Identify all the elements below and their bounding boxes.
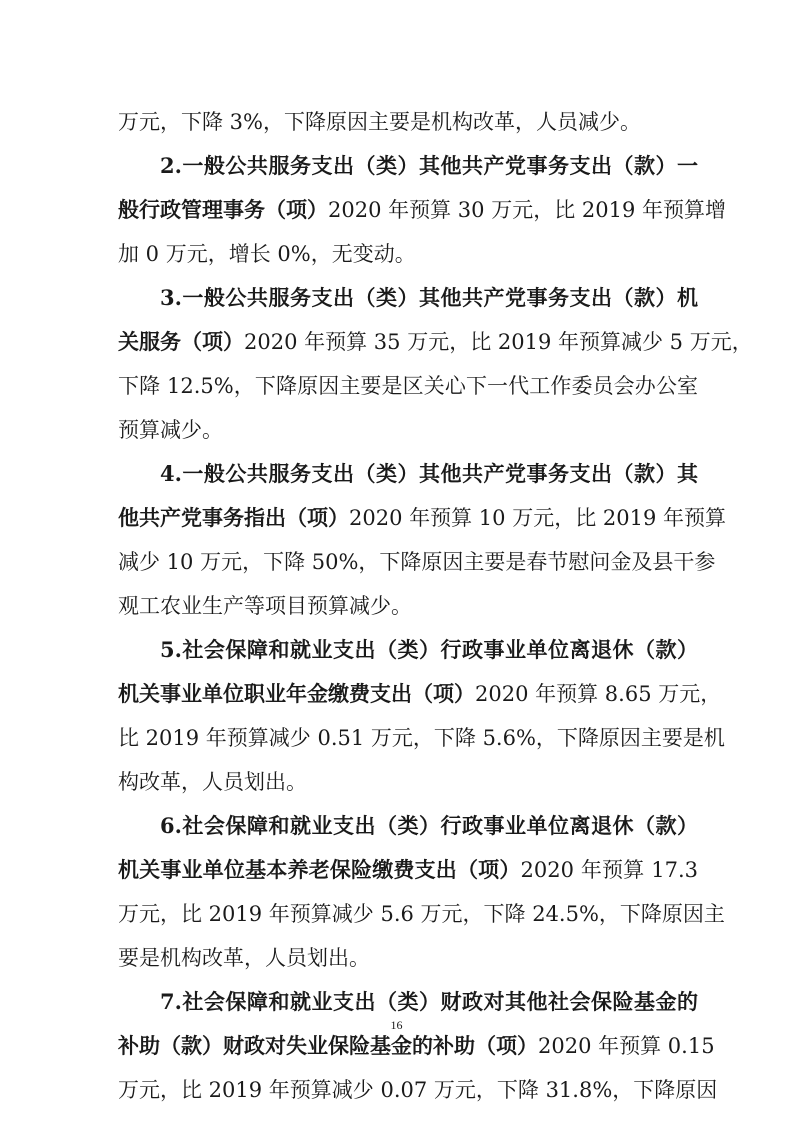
- text-line-1: 万元，下降 3%，下降原因主要是机构改革，人员减少。: [118, 110, 641, 134]
- text-line-3: 般行政管理事务（项）2020 年预算 30 万元，比 2019 年预算增: [118, 197, 726, 222]
- item-6-heading: 6.社会保障和就业支出（类）行政事业单位离退休（款）: [160, 813, 698, 838]
- text-line-23: 万元，比 2019 年预算减少 0.07 万元，下降 31.8%，下降原因: [118, 1078, 718, 1102]
- item-7-heading: 7.社会保障和就业支出（类）财政对其他社会保险基金的: [160, 989, 698, 1014]
- text-line-4: 加 0 万元，增长 0%，无变动。: [118, 242, 416, 266]
- page-number: 16: [390, 1018, 403, 1032]
- item-3-heading: 3.一般公共服务支出（类）其他共产党事务支出（款）机: [160, 285, 698, 310]
- body-text: [118, 100, 753, 1112]
- text-line-22: 补助（款）财政对失业保险基金的补助（项）2020 年预算 0.15: [118, 1033, 715, 1058]
- text-line-12: 观工农业生产等项目预算减少。: [118, 594, 412, 618]
- text-line-15: 比 2019 年预算减少 0.51 万元，下降 5.6%，下降原因主要是机: [118, 726, 725, 750]
- text-line-19: 万元，比 2019 年预算减少 5.6 万元，下降 24.5%，下降原因主: [118, 902, 725, 926]
- text-line-6: 关服务（项）2020 年预算 35 万元，比 2019 年预算减少 5 万元，: [118, 329, 753, 354]
- text-line-11: 减少 10 万元，下降 50%，下降原因主要是春节慰问金及县干参: [118, 550, 716, 574]
- item-5-heading: 5.社会保障和就业支出（类）行政事业单位离退休（款）: [160, 637, 698, 662]
- text-line-8: 预算减少。: [118, 418, 223, 442]
- text-line-10: 他共产党事务指出（项）2020 年预算 10 万元，比 2019 年预算: [118, 505, 726, 530]
- item-2-heading: 2.一般公共服务支出（类）其他共产党事务支出（款）一: [160, 153, 698, 178]
- text-line-14: 机关事业单位职业年金缴费支出（项）2020 年预算 8.65 万元，: [118, 681, 722, 706]
- text-line-16: 构改革，人员划出。: [118, 770, 307, 794]
- text-line-18: 机关事业单位基本养老保险缴费支出（项）2020 年预算 17.3: [118, 857, 698, 882]
- item-4-heading: 4.一般公共服务支出（类）其他共产党事务支出（款）其: [160, 461, 698, 486]
- text-line-20: 要是机构改革，人员划出。: [118, 946, 370, 970]
- text-line-7: 下降 12.5%，下降原因主要是区关心下一代工作委员会办公室: [118, 374, 698, 398]
